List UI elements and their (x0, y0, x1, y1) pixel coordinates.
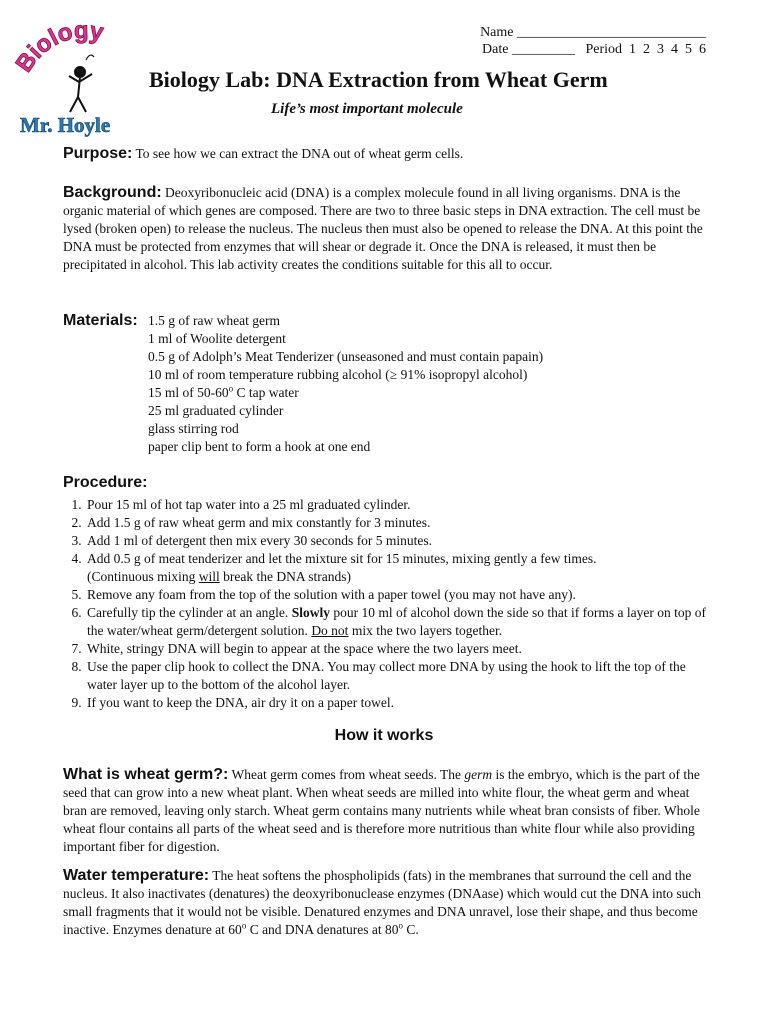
degree-superscript: o (228, 383, 234, 394)
procedure-step-text: pour 10 ml of alcohol down the side so that if forms a layer on top of the water/wheat germ/detergent solution. (87, 605, 707, 638)
material-item: 25 ml graduated cylinder (148, 403, 284, 418)
water-temp-text: The heat softens the phospholipids (fats) in the membranes that surround the cell and the nucleus. It also inactivates (denatures) the deoxyribonuclease enzymes (DNAase) which would cut the DNA into such small fragments that it would not be visible. Denatured enzymes and DNA unravel, lose their shape, and thus become inactive. Enzymes denature at 60 (63, 868, 702, 937)
degree-superscript: o (398, 920, 404, 931)
logo-word (14, 17, 106, 77)
water-temperature-heading: Water temperature: (63, 867, 210, 884)
wheat-germ-text-2: is the embryo, which is the part of the seed that can grow into a new wheat plant. When wheat seeds are milled into white flour, the wheat germ and wheat bran are removed, leaving only starch. Wheat germ contains many nutrients while wheat bran consists of fiber. Whole wheat flour contains all parts of the wheat seed and is therefore more nutritious than white flour while also providing important fiber for digestion. (63, 767, 700, 854)
material-item-text: C tap water (233, 385, 299, 400)
name-line: Name ___________________________ (480, 25, 706, 40)
background-section (63, 184, 713, 274)
stick-figure-icon (69, 55, 94, 112)
water-temp-text-3: C. (403, 922, 419, 937)
procedure-step: 2. Add 1.5 g of raw wheat germ and mix constantly for 3 minutes. (85, 514, 713, 532)
material-item: 1 ml of Woolite detergent (148, 331, 286, 346)
page-subtitle: Life’s most important molecule (271, 101, 463, 117)
materials-section (63, 312, 713, 454)
procedure-step-text: (Continuous mixing (87, 569, 199, 584)
procedure-step (85, 550, 713, 586)
logo-teacher: Mr. Hoyle (20, 113, 111, 137)
material-item: 0.5 g of Adolph’s Meat Tenderizer (unseasoned and must contain papain) (148, 349, 544, 364)
materials-list (148, 312, 668, 456)
water-temperature-section (63, 867, 713, 939)
wheat-germ-section (63, 766, 713, 856)
date-period-line: Date _________ Period 1 2 3 4 5 6 (482, 42, 706, 57)
procedure-step-bold: Slowly (291, 605, 330, 620)
name-date-box (480, 24, 706, 58)
procedure-step: 8. Use the paper clip hook to collect the DNA. You may collect more DNA by using the hook to lift the top of the water layer up to the bottom of the alcohol layer. (85, 658, 713, 694)
water-temp-text-2: C and DNA denatures at 80 (246, 922, 399, 937)
purpose-text: To see how we can extract the DNA out of wheat germ cells. (132, 146, 464, 161)
procedure-list (63, 496, 713, 712)
procedure-step: 1. Pour 15 ml of hot tap water into a 25 ml graduated cylinder. (85, 496, 713, 514)
material-item (148, 384, 668, 402)
procedure-step-text: Add 0.5 g of meat tenderizer and let the mixture sit for 15 minutes, mixing gently a few times. (87, 551, 597, 566)
purpose-heading: Purpose: (63, 145, 133, 162)
page-title: Biology Lab: DNA Extraction from Wheat Germ (149, 67, 608, 92)
procedure-step: 9. If you want to keep the DNA, air dry it on a paper towel. (85, 694, 713, 712)
procedure-step-emphasis: Do not (311, 623, 349, 638)
how-it-works-heading: How it works (334, 727, 434, 744)
procedure-step (85, 604, 713, 640)
background-text: Deoxyribonucleic acid (DNA) is a complex molecule found in all living organisms. DNA is the organic material of which genes are composed. There are two to three basic steps in DNA extraction. The cell must be lysed (broken open) to release the nucleus. The nucleus then must also be opened to release the DNA. At this point the DNA must be protected from enzymes that will shear or degrade it. Once the DNA is released, it must then be precipitated in alcohol. This lab activity creates the conditions suitable for this all to occur. (63, 185, 703, 272)
procedure-step-text: break the DNA strands) (219, 569, 351, 584)
procedure-step-text: mix the two layers together. (348, 623, 503, 638)
materials-heading: Materials: (63, 312, 138, 329)
logo-word-path: iology (22, 17, 106, 64)
purpose-section (63, 145, 713, 163)
procedure-section (63, 496, 713, 712)
material-item: glass stirring rod (148, 421, 239, 436)
procedure-step: 3. Add 1 ml of detergent then mix every 30 seconds for 5 minutes. (85, 532, 713, 550)
background-heading: Background: (63, 184, 162, 201)
wheat-germ-em: germ (464, 767, 493, 782)
degree-superscript: o (241, 920, 247, 931)
wheat-germ-heading: What is wheat germ?: (63, 766, 229, 783)
material-item: 1.5 g of raw wheat germ (148, 313, 280, 328)
wheat-germ-text: Wheat germ comes from wheat seeds. The (228, 767, 465, 782)
material-item-text: 15 ml of 50-60 (148, 385, 229, 400)
biology-logo (14, 12, 136, 142)
procedure-heading: Procedure: (63, 474, 148, 491)
procedure-step-emphasis: will (198, 569, 220, 584)
procedure-heading-wrap (63, 474, 713, 492)
material-item: 10 ml of room temperature rubbing alcohol (≥ 91% isopropyl alcohol) (148, 367, 528, 382)
procedure-step: 5. Remove any foam from the top of the solution with a paper towel (you may not have any). (85, 586, 713, 604)
material-item: paper clip bent to form a hook at one end (148, 439, 371, 454)
procedure-step: 7. White, stringy DNA will begin to appear at the space where the two layers meet. (85, 640, 713, 658)
procedure-step-text: Carefully tip the cylinder at an angle. (87, 605, 292, 620)
